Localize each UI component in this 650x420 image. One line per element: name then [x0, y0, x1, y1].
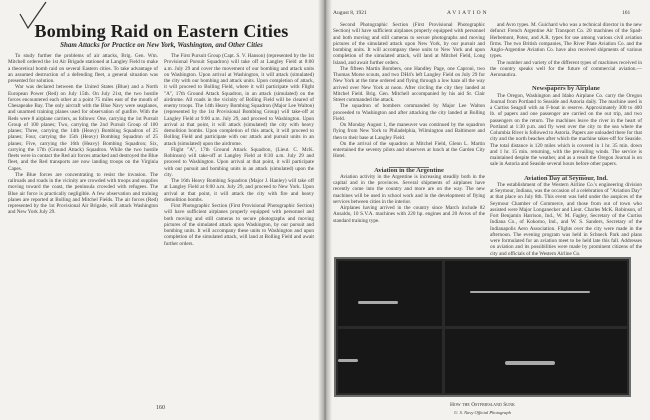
paragraph: On the arrival of the squadron at Mitchel Field, Glenn L. Martin entertained the seventy pilots and observers at lunch at the Garden City Hotel.	[333, 140, 485, 160]
photo-panel	[445, 329, 627, 394]
journal-name: AVIATION	[447, 10, 489, 16]
left-column-2	[164, 53, 314, 401]
right-column-1	[333, 22, 485, 252]
section-heading-argentine: Aviation in the Argentine	[374, 166, 444, 174]
paragraph: On Monday August 1, the maneuver was continued by the squadron flying from New York to Philadelphia, Wilmington and Baltimore and then to their base at Langley Field.	[333, 122, 485, 141]
paragraph: and Avro types. M. Guichard who was a technical director in the new defunct French Argentine Air Transport Co. 20 machines of the Spad-Herbemont, Potez, and A.R. types for use among various civil aviation firms. The two British companies, The River Plate Aviation Co. and the Anglo-Argentine Aviation Co. have also received shipments of various types.	[490, 22, 642, 60]
paragraph: First Photographic Section (First Provisional Photographic Section) will have sufficient airplanes properly equipped with personnel and both moving and still cameras to secure photographs and moving pictures of the simulated attack upon Washington, by our pursuit and bombing units. It will accompany these units to Washington and upon completion of the simulated attack, will land at Bolling Field and await further orders.	[164, 203, 314, 247]
left-column-1	[8, 53, 158, 401]
photo-credit: U. S. Navy Official Photograph	[454, 410, 511, 415]
paragraph: The squadron of bombers commanded by Major Lee Walton proceeded to Washington and after attacking the city landed at Bolling Field.	[333, 103, 485, 122]
paragraph: War was declared between the United States (Blue) and a North European Power (Red) on July 15th. On July 21st, the two hostile forces encountered each other at a point 75 miles east of the mouth of Chesapeake Bay. The only aircraft with the Blue Navy were seaplanes, and unarmed training planes used for observation of gunfire. With the Reds were 8 airplane carriers, as follows: One, carrying the 1st Pursuit Group of 100 planes; Two, carrying the 2nd Pursuit Group of 100 planes; Three, carrying the 14th (Heavy) Bombing Squadron of 25 planes; Four, carrying the 15th (Heavy) Bombing Squadron of 25 planes; Five, carrying the 16th (Heavy) Bombing Squadron; Six, carrying the 17th (Ground Attack) Squadron. While the two hostile fleets were in contact the Red air forces attacked and destroyed the Blue fleet, and the Red transports are now landing troops on the Virginia Capes.	[8, 84, 158, 172]
paragraph: The First Pursuit Group (Capt. S. V. Hanson) (represented by the 1st Provisional Pursuit Squadron) will take off at Langley Field at 8:00 a.m. July 29 and cover the movement of our bombing and attack units on Washington. Upon arrival at Washington, it will attack (simulated) the city with our bombing and attack units. Upon completion of attack, it will proceed to Bolling Field, where it will participate with Flight "A", 17th Ground Attack Squadron, in an attack (simulated) on the airdrome. All roads in the vicinity of Bolling Field will be cleared of enemy troops. The 14th Heavy Bombing Squadron (Major Lee Walton) (represented by the 1st Provisional Bombing Group) will take-off at Langley Field at 9:00 a.m. July 29, and proceed to Washington. Upon arrival at that point, it will attack (simulated) the city with heavy demolition bombs. Upon completion of this attack, it will proceed to Bolling Field and participate with our attack and pursuit units in an attack (simulated) upon the airdrome.	[164, 53, 314, 147]
paragraph: The Oregon, Washington and Idaho Airplane Co. carry the Oregon Journal from Portland to Seaside and Astoria daily. The machine used is a Curtiss Seagull with an F-boat in reserve. Approximately 300 to 400 lb. of papers and one passenger are carried on the out trip, and two passengers on the return. The machines leave the river in the heart of Portland at 1:30 p.m. and fly west over the city to the sea where the Columbia River is followed to Astoria. Papers are unloaded there for that city and the north beaches after which the machine takes-off for Seaside. The total distance is 120 miles which is covered in 1 hr. 35 min. down and 1 hr. 15 min. returning, with the prevailing winds. The service is maintained despite the weather, and as a result the Oregon Journal is on sale in Astoria and Seaside several hours before other papers.	[490, 92, 642, 168]
left-page	[0, 0, 323, 420]
paragraph: Second Photographic Section (First Provisional Photographic Section) will have sufficient airplanes properly equipped with personnel and both moving and still cameras to secure photographs and moving pictures of the simulated attack upon New York, by our pursuit and bombing units. It will accompany these units to New York and upon completion of the simulated attack, will land at Mitchel Field, Long Island, and await further orders.	[333, 22, 485, 66]
page-number: 161	[622, 10, 631, 16]
right-column-2	[490, 22, 642, 257]
photo-panel	[445, 261, 627, 326]
section-heading-seymour: Aviation Day at Seymour, Ind.	[524, 174, 608, 182]
paragraph: The 16th Heavy Bombing Squadron (Major J. Hanley) will take off at Langley Field at 6:00 a.m. July 29, and proceed to New York. Upon arrival at that point, it will attack the city with fire and heavy demolition bombs.	[164, 178, 314, 203]
article-subtitle: Sham Attacks for Practice on New York, Washington, and Other Cities	[60, 41, 263, 49]
ostfriesland-photo	[334, 257, 631, 397]
paragraph: The Blue forces are concentrating to resist the invasion. The railroads and roads in the vicinity are crowded with troops and supplies moving toward the coast, the peninsula crowded with refugees. The Blue air force is practically negligible. A few observation and training planes are reported at Bolling and Mitchel Fields. The air forces (Red) represented by the 1st Provisional Air Brigade, will attack Washington and New York July 29.	[8, 171, 158, 216]
paragraph: The fifteen Martin Bombers, one Handley Page, one Caproni, two Thomas Morse scouts, and two DH4's left Langley Field on July 29 for New York at the time ordered and flying through a low haze all the way arrived over New York at noon. After circling the city they landed at Mitchel Field. Brig. Gen. Mitchell accompanied by his aid St. Clair Street commanded the attack.	[333, 65, 485, 103]
paragraph: The establishment of the Western Airline Co.'s engineering division at Seymour, Indiana, was the occasion of a celebration of "Aviation Day" at that place on July 8th. This event was held under the auspices of the Seymour Chamber of Commerce, and those from out of town who assisted were Major Longanecker and Lieut. Charles McK. Robinson, of Fort Benjamin Harrison, Ind., W. M. Fagley, Secretary of the Curtiss Indiana Co., of Kokomo, Ind., and W. S. Sanders, Secretary of the Indianapolis Aero Association. Flights over the city were made in the afternoon. The evening program was held in Schneck Park and plans were formulated for an aviation meet to be held late this fall. Addresses on aviation and its possibilities were made by prominent citizens of the city and officials of the Western Airline Co.	[490, 181, 642, 257]
issue-date: August 8, 1921	[333, 10, 367, 16]
photo-caption: How the Ostfriesland Sunk	[450, 402, 515, 408]
article-title: Bombing Raid on Eastern Cities	[34, 21, 289, 41]
section-heading-newspapers: Newspapers by Airplane	[532, 85, 600, 93]
page-gutter	[318, 0, 332, 420]
photo-panel	[338, 261, 442, 326]
paragraph: To study further the problems of air attacks, Brig. Gen. Wm. Mitchell ordered the 1st Air Brigade stationed at Langley Field to make a theoretical bomb raid on several Eastern cities. To take advantage of an assumed destruction of a defending fleet, a general situation was presented for solution.	[8, 53, 158, 84]
paragraph: Aviation activity in the Argentine is increasing steadily both in the capital and in the provinces. Several shipments of airplanes have recently come into the country and more are on the way. The new machines will be used in school work and in the development of flying services between cities in the interior.	[333, 173, 485, 205]
paragraph: The number and variety of the different types of machines received in the country speaks well for the future of commercial aviation.—Aeronautica.	[490, 59, 642, 78]
paragraph: Airplanes having arrived in the country since March include 82 Ansaldo, 10 S.V.A. machines with 220 hp. engines and 20 Avros of the standard training type.	[333, 205, 485, 224]
paragraph: Flight "A", 17th Ground Attack Squadron, (Lieut. C. McK. Robinson) will take-off at Langley Field at 8:30 a.m. July 29 and proceed to Washington. Upon arrival at that point, it will participate with our pursuit and bombing units in an attack (simulated) upon the city.	[164, 146, 314, 178]
page-number: 160	[156, 405, 165, 411]
photo-panel	[338, 329, 442, 394]
